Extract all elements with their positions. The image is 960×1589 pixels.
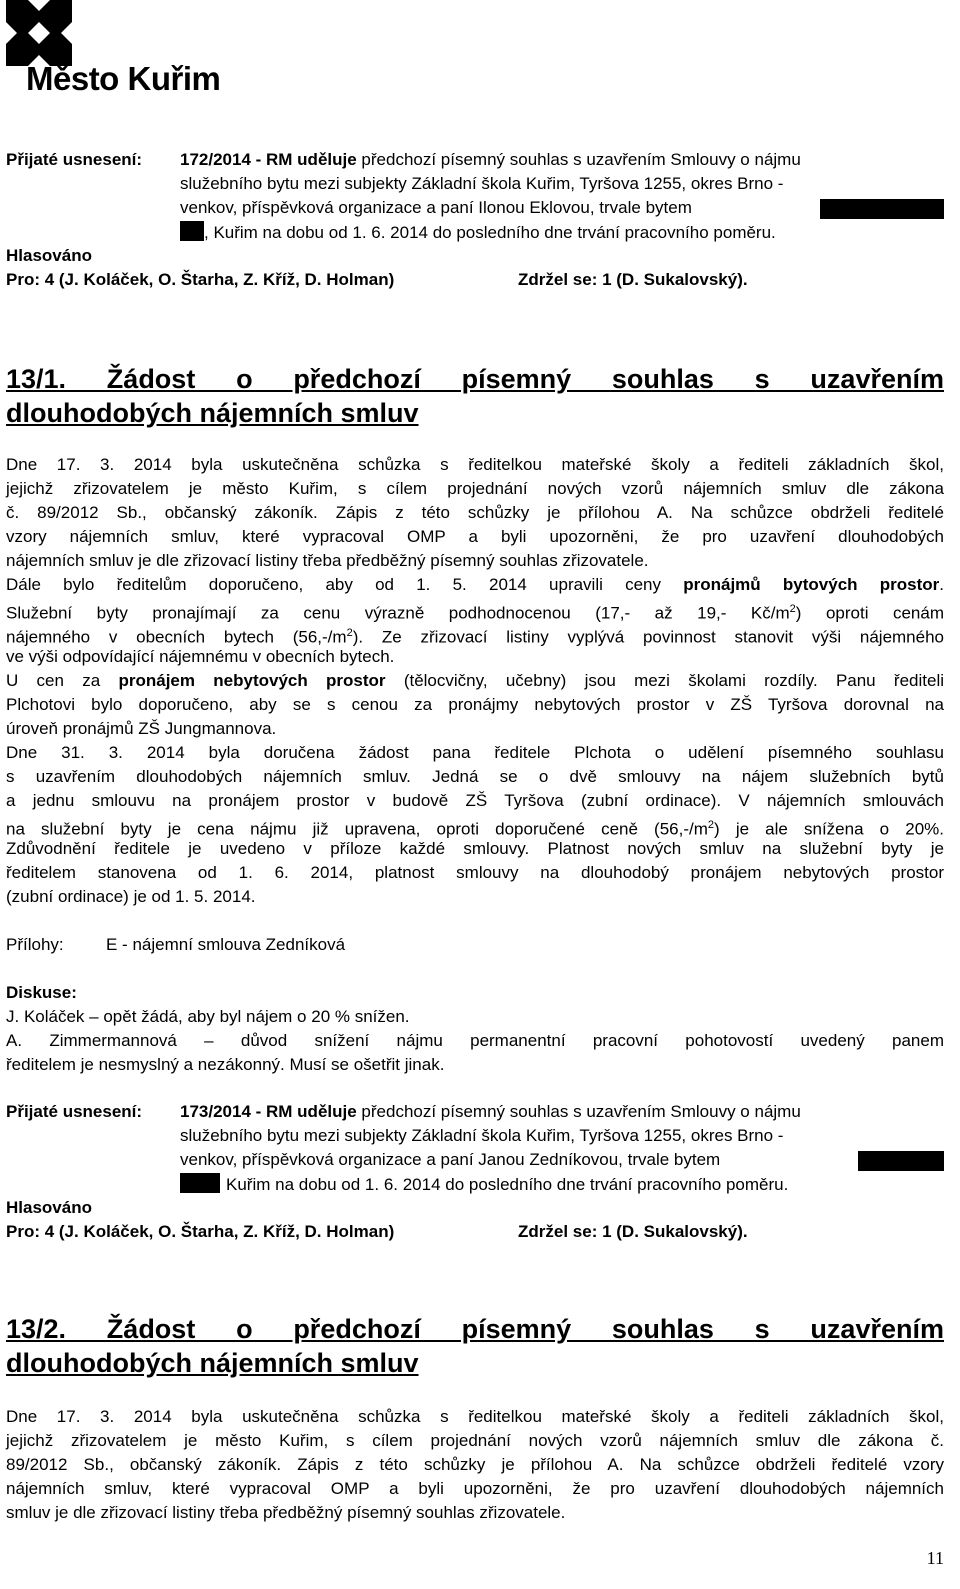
voted-label: Hlasováno [6, 1198, 92, 1217]
page-number: 11 [926, 1548, 944, 1568]
paragraph-line: jejichž zřizovatelem je město Kuřim, s cílem projednání nových vzorů nájemních smluv dle zákona č. [6, 1431, 944, 1450]
kurim-x-logo-icon [6, 0, 72, 66]
paragraph-line: a jednu smlouvu na pronájem prostor v budově ZŠ Tyršova (zubní ordinace). V nájemních smlouvách [6, 791, 944, 810]
paragraph-line: jejichž zřizovatelem je město Kuřim, s cílem projednání nových vzorů nájemních smluv dle zákona [6, 479, 944, 498]
paragraph-line: nájemních smluv je dle zřizovací listiny třeba předběžný písemný souhlas zřizovatele. [6, 551, 649, 570]
paragraph-line: Dále bylo ředitelům doporučeno, aby od 1. 5. 2014 upravili ceny pronájmů bytových prostor. [6, 575, 944, 594]
redaction-block [858, 1151, 944, 1171]
vote-pro: Pro: 4 (J. Koláček, O. Štarha, Z. Kříž, D. Holman) [6, 270, 395, 289]
vote-pro: Pro: 4 (J. Koláček, O. Štarha, Z. Kříž, D. Holman) [6, 1222, 395, 1241]
resolution-line-3: venkov, příspěvková organizace a paní Ilonou Eklovou, trvale bytem [180, 198, 692, 217]
discussion-line: A. Zimmermannová – důvod snížení nájmu permanentní pracovní pohotovostí uvedený panem [6, 1031, 944, 1050]
paragraph-line: Dne 17. 3. 2014 byla uskutečněna schůzka s ředitelkou mateřské školy a řediteli základních škol, [6, 455, 944, 474]
paragraph-line: 89/2012 Sb., občanský zákoník. Zápis z této schůzky je přílohou A. Na schůzce obdrželi ředitelé vzory [6, 1455, 944, 1474]
redaction-block [180, 221, 204, 241]
redaction-block [820, 199, 944, 219]
redaction-block [180, 1173, 220, 1193]
attachment-item: E - nájemní smlouva Zedníková [106, 935, 346, 954]
discussion-line: J. Koláček – opět žádá, aby byl nájem o 20 % snížen. [6, 1007, 410, 1026]
discussion-label: Diskuse: [6, 983, 77, 1002]
resolution-label: Přijaté usnesení: [6, 1102, 143, 1121]
section-heading: 13/1. Žádost o předchozí písemný souhlas s uzavřením dlouhodobých nájemních smluv [6, 364, 944, 428]
resolution-line-1: 172/2014 - RM uděluje předchozí písemný souhlas s uzavřením Smlouvy o nájmu [180, 150, 801, 169]
paragraph-line: nájemného v obecních bytech $(56,-/m^2)$. Ze zřizovací listiny vyplývá povinnost stanovit výši nájemného [6, 627, 945, 647]
resolution-line-4: Kuřim na dobu od 1. 6. 2014 do posledního dne trvání pracovního poměru. [180, 1173, 788, 1196]
paragraph-line: vzory nájemních smluv, které vypracoval OMP a byli upozorněni, že pro uzavření dlouhodobých [6, 527, 944, 546]
attachments-label: Přílohy: [6, 935, 64, 954]
paragraph-line: Dne 17. 3. 2014 byla uskutečněna schůzka s ředitelkou mateřské školy a řediteli základních škol, [6, 1407, 944, 1426]
paragraph-line: nájemních smluv, které vypracoval OMP a byli upozorněni, že pro uzavření dlouhodobých nájemních [6, 1479, 944, 1498]
paragraph-line: ředitelem stanovena od 1. 6. 2014, platnost smlouvy na dlouhodobý pronájem nebytových prostor [6, 863, 944, 882]
paragraph-line: U cen za pronájem nebytových prostor (tělocvičny, učebny) jsou mezi školami rozdíly. Panu řediteli [6, 671, 944, 690]
resolution-label: Přijaté usnesení: [6, 150, 143, 169]
paragraph-line: smluv je dle zřizovací listiny třeba předběžný písemný souhlas zřizovatele. [6, 1503, 566, 1522]
resolution-line-2: služebního bytu mezi subjekty Základní škola Kuřim, Tyršova 1255, okres Brno - [180, 1126, 784, 1145]
paragraph-line: na služební byty je cena nájmu již upravena, oproti doporučené ceně $(56,-/m^2)$ je ale snížena o 20%. [6, 819, 944, 839]
logo-text: Město Kuřim [26, 60, 221, 97]
vote-abstain: Zdržel se: 1 (D. Sukalovský). [518, 1222, 748, 1241]
resolution-line-4: , Kuřim na dobu od 1. 6. 2014 do posledního dne trvání pracovního poměru. [180, 221, 776, 244]
paragraph-line: s uzavřením dlouhodobých nájemních smluv. Jedná se o dvě smlouvy na nájem služebních bytů [6, 767, 944, 786]
paragraph-line: č. 89/2012 Sb., občanský zákoník. Zápis z této schůzky je přílohou A. Na schůzce obdrželi ředitelé [6, 503, 944, 522]
paragraph-line: Dne 31. 3. 2014 byla doručena žádost pana ředitele Plchota o udělení písemného souhlasu [6, 743, 944, 762]
resolution-line-3: venkov, příspěvková organizace a paní Janou Zedníkovou, trvale bytem [180, 1150, 721, 1169]
resolution-line-2: služebního bytu mezi subjekty Základní škola Kuřim, Tyršova 1255, okres Brno - [180, 174, 784, 193]
discussion-line: ředitelem je nesmyslný a nezákonný. Musí se ošetřit jinak. [6, 1055, 445, 1074]
paragraph-line: Služební byty pronajímají za cenu výrazně podhodnocenou (17,- až 19,- $Kč/m^2$) oproti cenám [6, 603, 944, 623]
paragraph-line: Zdůvodnění ředitele je uvedeno v příloze každé smlouvy. Platnost nových smluv na služební byty je [6, 839, 944, 858]
vote-abstain: Zdržel se: 1 (D. Sukalovský). [518, 270, 748, 289]
resolution-line-1: 173/2014 - RM uděluje předchozí písemný souhlas s uzavřením Smlouvy o nájmu [180, 1102, 801, 1121]
paragraph-line: ve výši odpovídající nájemnému v obecních bytech. [6, 647, 395, 666]
section-heading: 13/2. Žádost o předchozí písemný souhlas s uzavřením dlouhodobých nájemních smluv [6, 1314, 944, 1378]
paragraph-line: Plchotovi bylo doporučeno, aby se s cenou za pronájmy nebytových prostor v ZŠ Tyršova dorovnal na [6, 695, 944, 714]
paragraph-line: úroveň pronájmů ZŠ Jungmannova. [6, 719, 277, 738]
voted-label: Hlasováno [6, 246, 92, 265]
paragraph-line: (zubní ordinace) je od 1. 5. 2014. [6, 887, 256, 906]
